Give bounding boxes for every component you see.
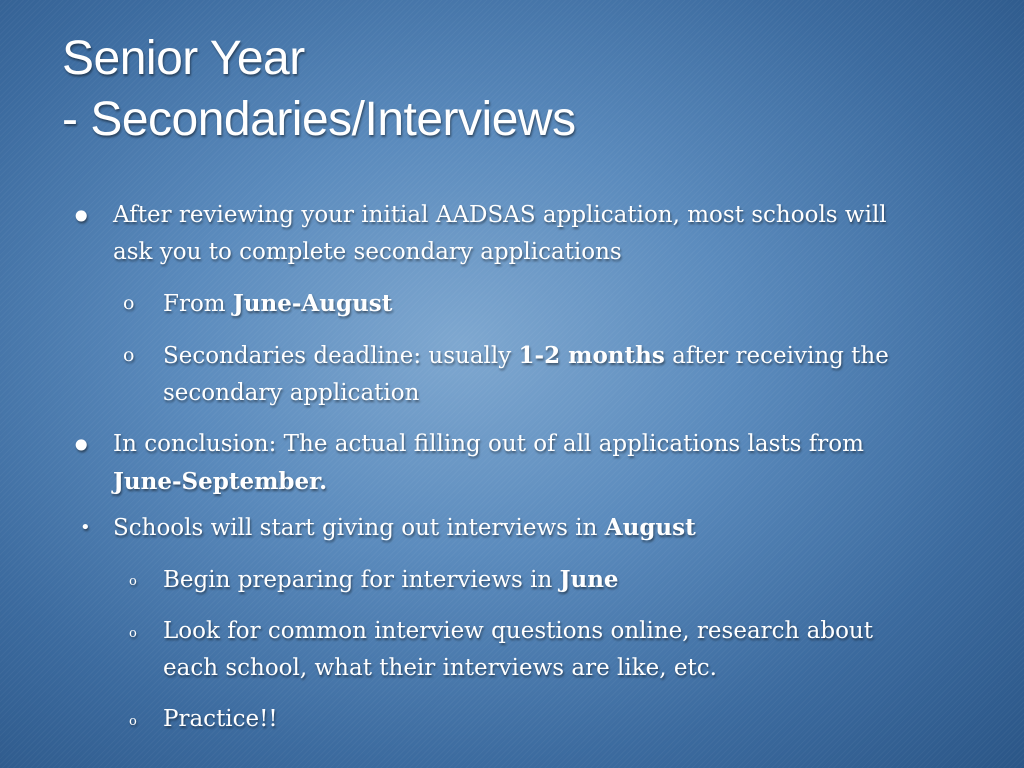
sub-bullet-o-small-icon: o — [129, 574, 137, 589]
slide-title — [62, 28, 576, 150]
bullet-dot-small-icon: • — [80, 517, 91, 538]
sub-bullet-o-small-icon: o — [129, 714, 137, 729]
sub-item-june-august — [0, 285, 1024, 322]
sub-text: Begin preparing for interviews in — [163, 567, 560, 593]
bullet-text-line: In conclusion: The actual filling out of all applications lasts from — [113, 431, 864, 457]
bullet-text-bold: June-September. — [113, 468, 328, 495]
sub-text-bold: June-August — [232, 290, 393, 317]
sub-item-questions — [0, 613, 1024, 687]
bullet-item-aadsas — [0, 197, 1024, 271]
sub-bullet-o-icon: o — [123, 344, 135, 366]
sub-text: From — [163, 291, 233, 317]
sub-bullet-o-icon: o — [123, 292, 135, 314]
bullet-text: Schools will start giving out interviews in — [113, 515, 605, 541]
sub-item-practice — [0, 701, 1024, 738]
sub-text-line: secondary application — [163, 380, 420, 406]
sub-text-bold: 1-2 months — [518, 342, 665, 369]
sub-text-line: Look for common interview questions online, research about — [163, 618, 873, 644]
bullet-text-bold: August — [604, 514, 696, 541]
sub-bullet-o-small-icon: o — [129, 626, 137, 641]
sub-item-preparing — [0, 561, 1024, 598]
bullet-dot-icon: • — [70, 195, 93, 239]
sub-text-line: each school, what their interviews are like, etc. — [163, 655, 717, 681]
bullet-dot-icon: • — [70, 424, 93, 468]
bullet-text-line: ask you to complete secondary applications — [113, 239, 622, 265]
title-line-1: Senior Year — [62, 32, 305, 85]
bullet-item-interviews — [0, 509, 1024, 546]
bullet-item-conclusion — [0, 426, 1024, 500]
sub-text-bold: June — [559, 566, 619, 593]
bullet-text-line: After reviewing your initial AADSAS application, most schools will — [113, 202, 887, 228]
sub-item-deadline — [0, 337, 1024, 411]
sub-text-after: after receiving the — [664, 343, 889, 369]
title-line-2: - Secondaries/Interviews — [62, 93, 576, 146]
sub-text: Secondaries deadline: usually — [163, 343, 519, 369]
sub-text: Practice!! — [163, 706, 278, 732]
